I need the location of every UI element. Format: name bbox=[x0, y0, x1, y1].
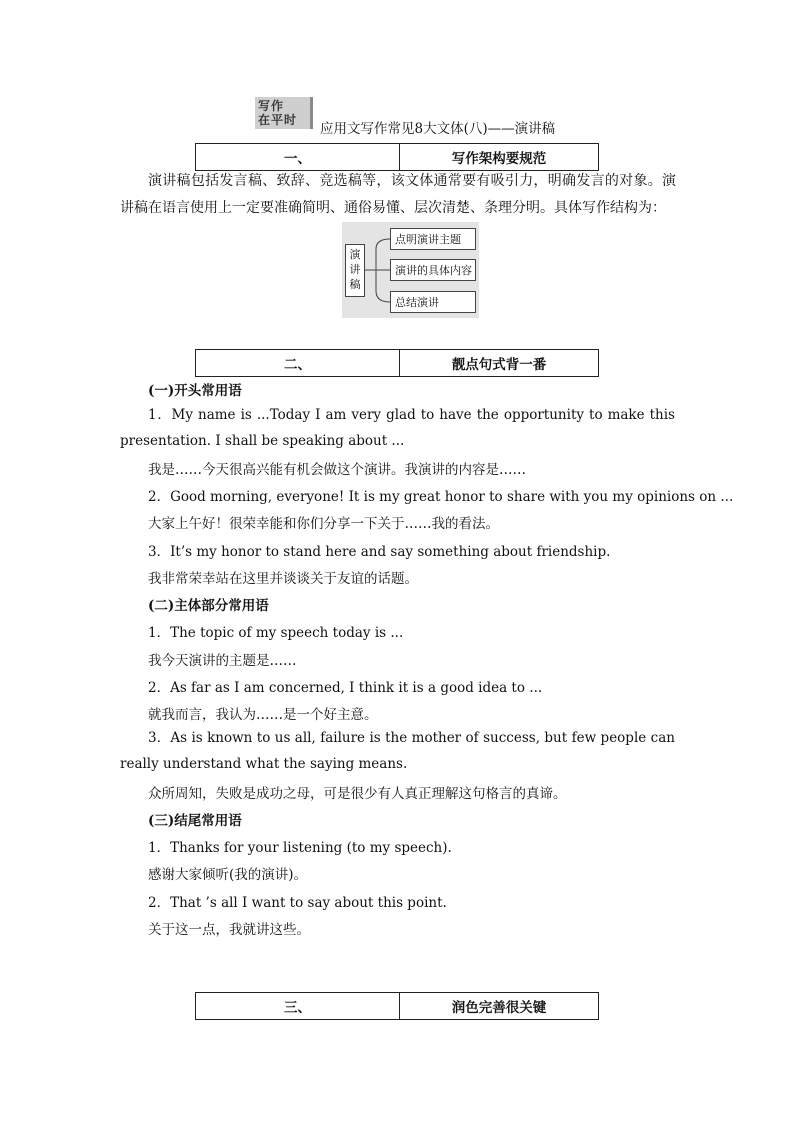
part-b-item1-cn: 我今天演讲的主题是…… bbox=[148, 653, 297, 669]
badge-line1: 写作 bbox=[258, 99, 285, 113]
column-badge bbox=[255, 97, 313, 129]
part-b-item2-cn: 就我而言，我认为……是一个好主意。 bbox=[148, 707, 378, 723]
badge-line2: 在平时 bbox=[258, 113, 298, 127]
part-a-item2-en: 2．Good morning, everyone! It is my great honor to share with you my opinions on ... bbox=[148, 489, 734, 505]
section-number: 一、 bbox=[196, 144, 400, 170]
section-header-3 bbox=[195, 992, 599, 1020]
part-a-item2-cn: 大家上午好！很荣幸能和你们分享一下关于……我的看法。 bbox=[148, 516, 499, 532]
intro-paragraph: 演讲稿包括发言稿、致辞、竞选稿等，该文体通常要有吸引力，明确发言的对象。演讲稿在语言使用上一定要准确简明、通俗易懂、层次清楚、条理分明。具体写作结构为： bbox=[120, 173, 676, 216]
section-header-1 bbox=[195, 143, 599, 171]
structure-diagram bbox=[342, 222, 479, 318]
diagram-branch-2: 演讲的具体内容 bbox=[390, 259, 476, 281]
section-number: 二、 bbox=[196, 350, 400, 376]
section-title: 写作架构要规范 bbox=[451, 151, 547, 167]
part-a-item3-en: 3．It’s my honor to stand here and say something about friendship. bbox=[148, 544, 611, 560]
part-b-item1-en: 1．The topic of my speech today is ... bbox=[148, 625, 404, 641]
part-a-heading: (一)开头常用语 bbox=[148, 383, 242, 399]
section-title: 靓点句式背一番 bbox=[451, 357, 547, 373]
part-c-heading: (三)结尾常用语 bbox=[148, 813, 242, 829]
part-c-item2-cn: 关于这一点，我就讲这些。 bbox=[148, 922, 310, 938]
part-c-item2-en: 2．That ’s all I want to say about this point. bbox=[148, 895, 447, 911]
part-a-item1-cn: 我是……今天很高兴能有机会做这个演讲。我演讲的内容是…… bbox=[148, 462, 526, 478]
part-a-item3-cn: 我非常荣幸站在这里并谈谈关于友谊的话题。 bbox=[148, 571, 418, 587]
part-c-item1-cn: 感谢大家倾听(我的演讲)。 bbox=[148, 867, 308, 883]
diagram-branch-3: 总结演讲 bbox=[390, 291, 476, 313]
section-number: 三、 bbox=[196, 993, 400, 1019]
part-b-item3-en: 3．As is known to us all, failure is the mother of success, but few people can really understand what the saying means. bbox=[120, 730, 675, 772]
part-b-heading: (二)主体部分常用语 bbox=[148, 598, 269, 614]
part-c-item1-en: 1．Thanks for your listening (to my speech). bbox=[148, 840, 452, 856]
diagram-root: 演 讲 稿 bbox=[345, 244, 365, 297]
diagram-branch-1: 点明演讲主题 bbox=[390, 228, 476, 250]
section-header-2 bbox=[195, 349, 599, 377]
part-b-item2-en: 2．As far as I am concerned, I think it is a good idea to ... bbox=[148, 680, 543, 696]
document-title: 应用文写作常见8大文体(八)——演讲稿 bbox=[320, 121, 556, 137]
section-title: 润色完善很关键 bbox=[451, 1000, 547, 1016]
part-a-item1-en: 1．My name is ...Today I am very glad to have the opportunity to make this presentation. I shall be speaking about ... bbox=[120, 407, 675, 449]
part-b-item3-cn: 众所周知，失败是成功之母，可是很少有人真正理解这句格言的真谛。 bbox=[148, 786, 567, 802]
